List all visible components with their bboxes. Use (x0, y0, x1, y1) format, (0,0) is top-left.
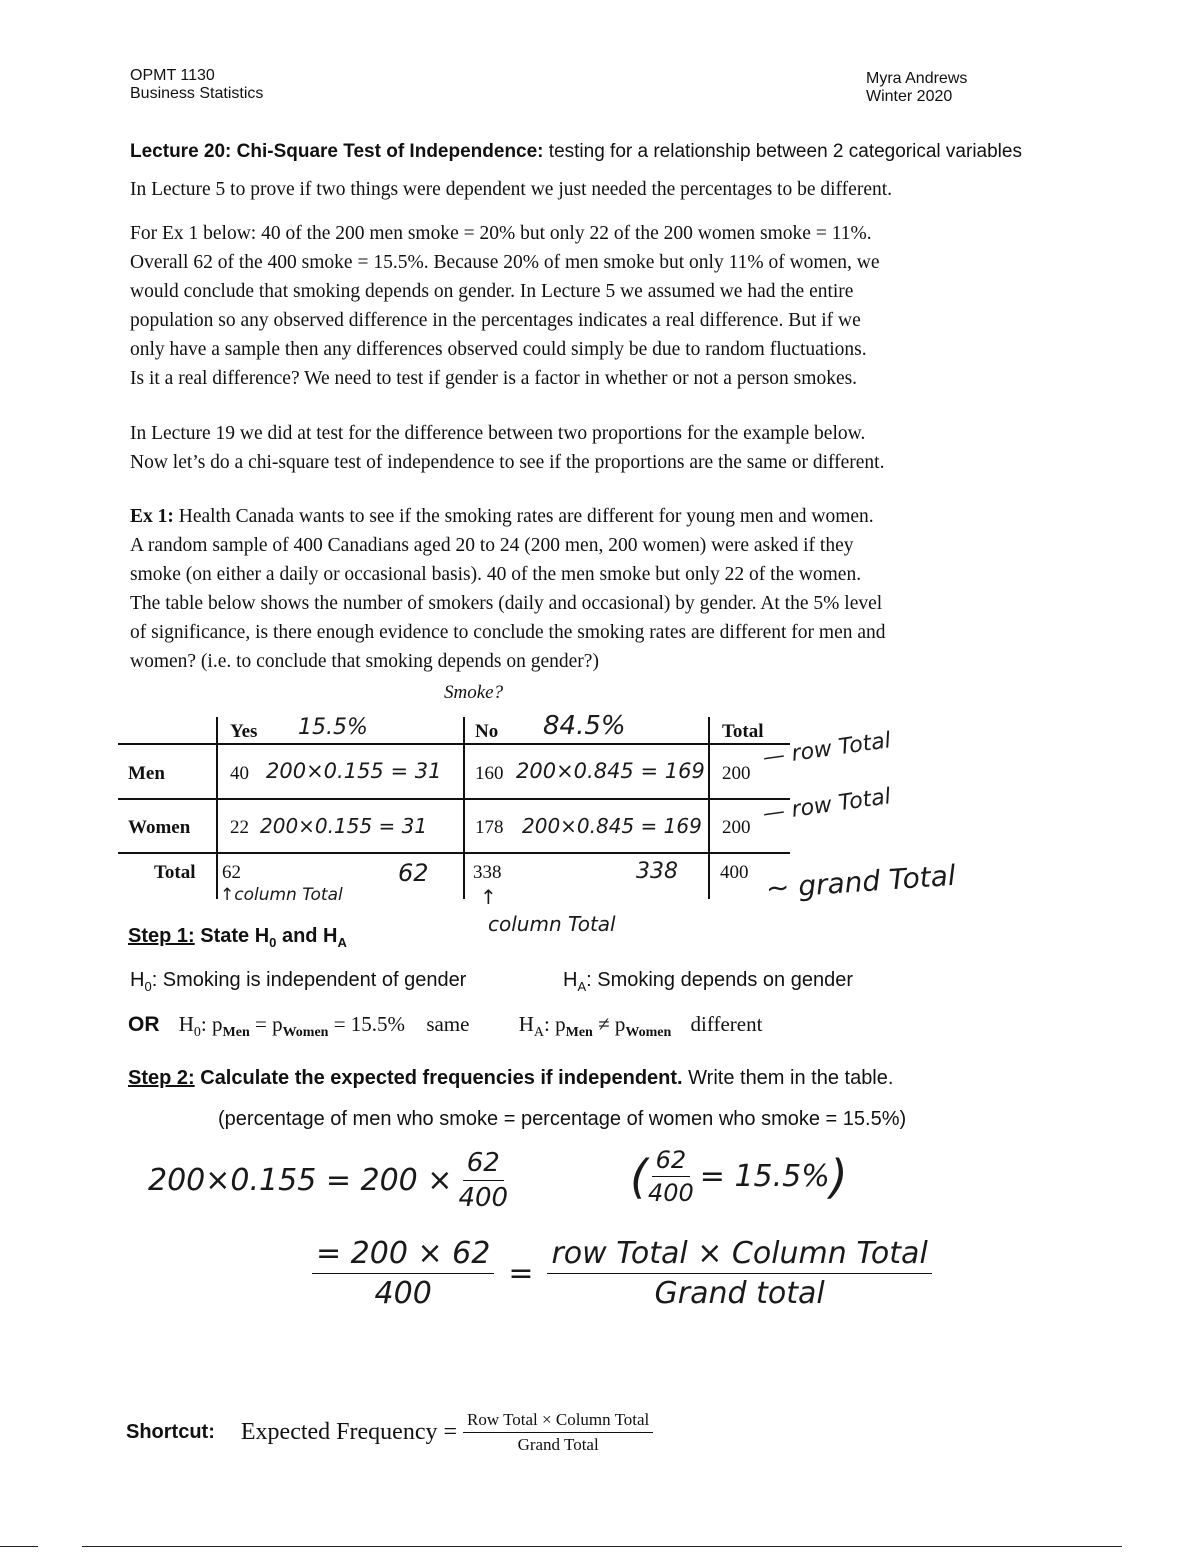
lecture-title: Lecture 20: Chi-Square Test of Independence: testing for a relationship between 2 categorical variables (130, 141, 1022, 162)
paragraph-line: Now let’s do a chi-square test of independence to see if the proportions are the same or different. (130, 452, 885, 473)
paragraph-line: women? (i.e. to conclude that smoking depends on gender?) (130, 651, 599, 672)
shortcut-formula (126, 1410, 653, 1455)
handwritten-row-total-2: — row Total (761, 784, 893, 827)
cell-women-yes: 22 (230, 817, 249, 838)
paragraph-line: The table below shows the number of smokers (daily and occasional) by gender. At the 5% level (130, 593, 883, 614)
course-name: Business Statistics (130, 85, 264, 102)
lecture-topic: Chi-Square Test of Independence: (236, 141, 544, 162)
table-caption: Smoke? (444, 682, 504, 703)
step2-heading: Step 2: Calculate the expected frequencies if independent. Write them in the table. (128, 1067, 894, 1089)
handwritten-no-pct: 84.5% (543, 711, 626, 741)
intro-paragraph (130, 219, 1060, 393)
left-dash (0, 1546, 38, 1547)
same-label: same (426, 1012, 470, 1036)
handwritten-column-total-1: ↑column Total (220, 885, 343, 905)
paragraph-line: Is it a real difference? We need to test if gender is a factor in whether or not a person smokes. (130, 368, 858, 389)
paragraph-line: only have a sample then any differences observed could simply be due to random fluctuations. (130, 339, 867, 360)
handwritten-men-no-expected: 200×0.845 = 169 (516, 759, 705, 783)
row-label-women: Women (128, 817, 191, 838)
handwritten-work-percent: ( $\frac{62}{400}$ = 15.5% ) (630, 1146, 848, 1207)
paragraph-line: of significance, is there enough evidence to conclude the smoking rates are different for men and (130, 622, 886, 643)
example-label: Ex 1: (130, 506, 174, 527)
ha-formula: $H_A$: $p_{Men} \ne p_{Women}$ (518, 1012, 672, 1041)
shortcut-label: Shortcut: (126, 1421, 215, 1443)
cell-women-no: 178 (475, 817, 504, 838)
paragraph-line: would conclude that smoking depends on gender. In Lecture 5 we assumed we had the entire (130, 281, 854, 302)
cell-men-total: 200 (722, 763, 751, 784)
null-hypothesis: $H_0$: Smoking is independent of gender (130, 969, 467, 994)
handwritten-women-yes-expected: 200×0.155 = 31 (260, 814, 428, 838)
cell-total-grand: 400 (720, 862, 749, 883)
handwritten-grand-total: ~ grand Total (764, 858, 957, 905)
hypothesis-formulas (128, 1012, 762, 1041)
lecture-number: Lecture 20 (130, 141, 226, 162)
paragraph-line: In Lecture 19 we did at test for the difference between two proportions for the example below. (130, 423, 866, 444)
lecture-subtitle: testing for a relationship between 2 categorical variables (548, 141, 1022, 162)
cell-total-no: 338 (473, 862, 502, 883)
col-header-no: No (475, 721, 499, 742)
or-label: OR (128, 1013, 160, 1036)
paragraph-line: population so any observed difference in the percentages indicates a real difference. But if we (130, 310, 861, 331)
handwritten-column-total-2: column Total (488, 912, 616, 936)
handwritten-women-no-expected: 200×0.845 = 169 (522, 814, 702, 838)
course-code: OPMT 1130 (130, 67, 215, 84)
step1-heading: Step 1: State $H_0$ and $H_A$ (128, 925, 347, 950)
term: Winter 2020 (866, 88, 953, 105)
handwritten-total-yes: 62 (398, 859, 429, 887)
lecture19-paragraph (130, 419, 1060, 477)
shortcut-fraction: $\frac{\text{Row Total × Column Total}}{\text{Grand Total}}$ (463, 1410, 653, 1455)
cell-men-no: 160 (475, 763, 504, 784)
handwritten-work-line1: 200×0.155 = 200 × $\frac{62}{400}$ (148, 1148, 509, 1213)
different-label: different (690, 1012, 763, 1036)
step2-note: (percentage of men who smoke = percentage of women who smoke = 15.5%) (218, 1108, 907, 1130)
paragraph-line: A random sample of 400 Canadians aged 20 to 24 (200 men, 200 women) were asked if they (130, 535, 854, 556)
paragraph-line: Overall 62 of the 400 smoke = 15.5%. Because 20% of men smoke but only 11% of women, we (130, 252, 880, 273)
h0-formula: $H_0$: $p_{Men} = p_{Women} = 15.5\%$ (178, 1012, 406, 1041)
bottom-rule (82, 1546, 1122, 1547)
step2-label: Step 2: (128, 1067, 195, 1089)
alternative-hypothesis: $H_A$: Smoking depends on gender (563, 969, 853, 994)
cell-women-total: 200 (722, 817, 751, 838)
cell-men-yes: 40 (230, 763, 249, 784)
row-label-total: Total (154, 862, 196, 883)
cell-total-yes: 62 (222, 862, 241, 883)
handwritten-men-yes-expected: 200×0.155 = 31 (266, 759, 442, 783)
paragraph-line: For Ex 1 below: 40 of the 200 men smoke = 20% but only 22 of the 200 women smoke = 11%. (130, 223, 872, 244)
handwritten-column-arrow: ↑ (480, 885, 497, 909)
shortcut-text: Expected Frequency = (240, 1419, 458, 1445)
handwritten-yes-pct: 15.5% (298, 715, 368, 740)
col-header-yes: Yes (230, 721, 258, 742)
paragraph-line: smoke (on either a daily or occasional basis). 40 of the men smoke but only 22 of the women. (130, 564, 862, 585)
intro-line: In Lecture 5 to prove if two things were dependent we just needed the percentages to be different. (130, 179, 893, 200)
col-header-total: Total (722, 721, 764, 742)
author-name: Myra Andrews (866, 70, 968, 87)
example-paragraph: Ex 1: Health Canada wants to see if the smoking rates are different for young men and women. A random sample of 400 Canadians aged 20 to 24 (200 men, 200 women) were asked if they smoke (on either a daily or occasional basis). 40 of the men smoke but only 22 of the women. The table below shows the number of smokers (daily and occasional) by gender. At the 5% level of significance, is there enough evidence to conclude the smoking rates are different for men and women? (i.e. to conclude that smoking depends on gender?) (130, 502, 1060, 676)
row-label-men: Men (128, 763, 165, 784)
handwritten-row-total-1: — row Total (761, 728, 893, 771)
handwritten-total-no: 338 (636, 859, 678, 884)
step1-label: Step 1: (128, 925, 195, 947)
handwritten-work-line2: $\frac{= 200 \times 62}{400}$ = $\frac{\text{row Total × Column Total}}{\text{Grand total}}$ (312, 1236, 932, 1311)
